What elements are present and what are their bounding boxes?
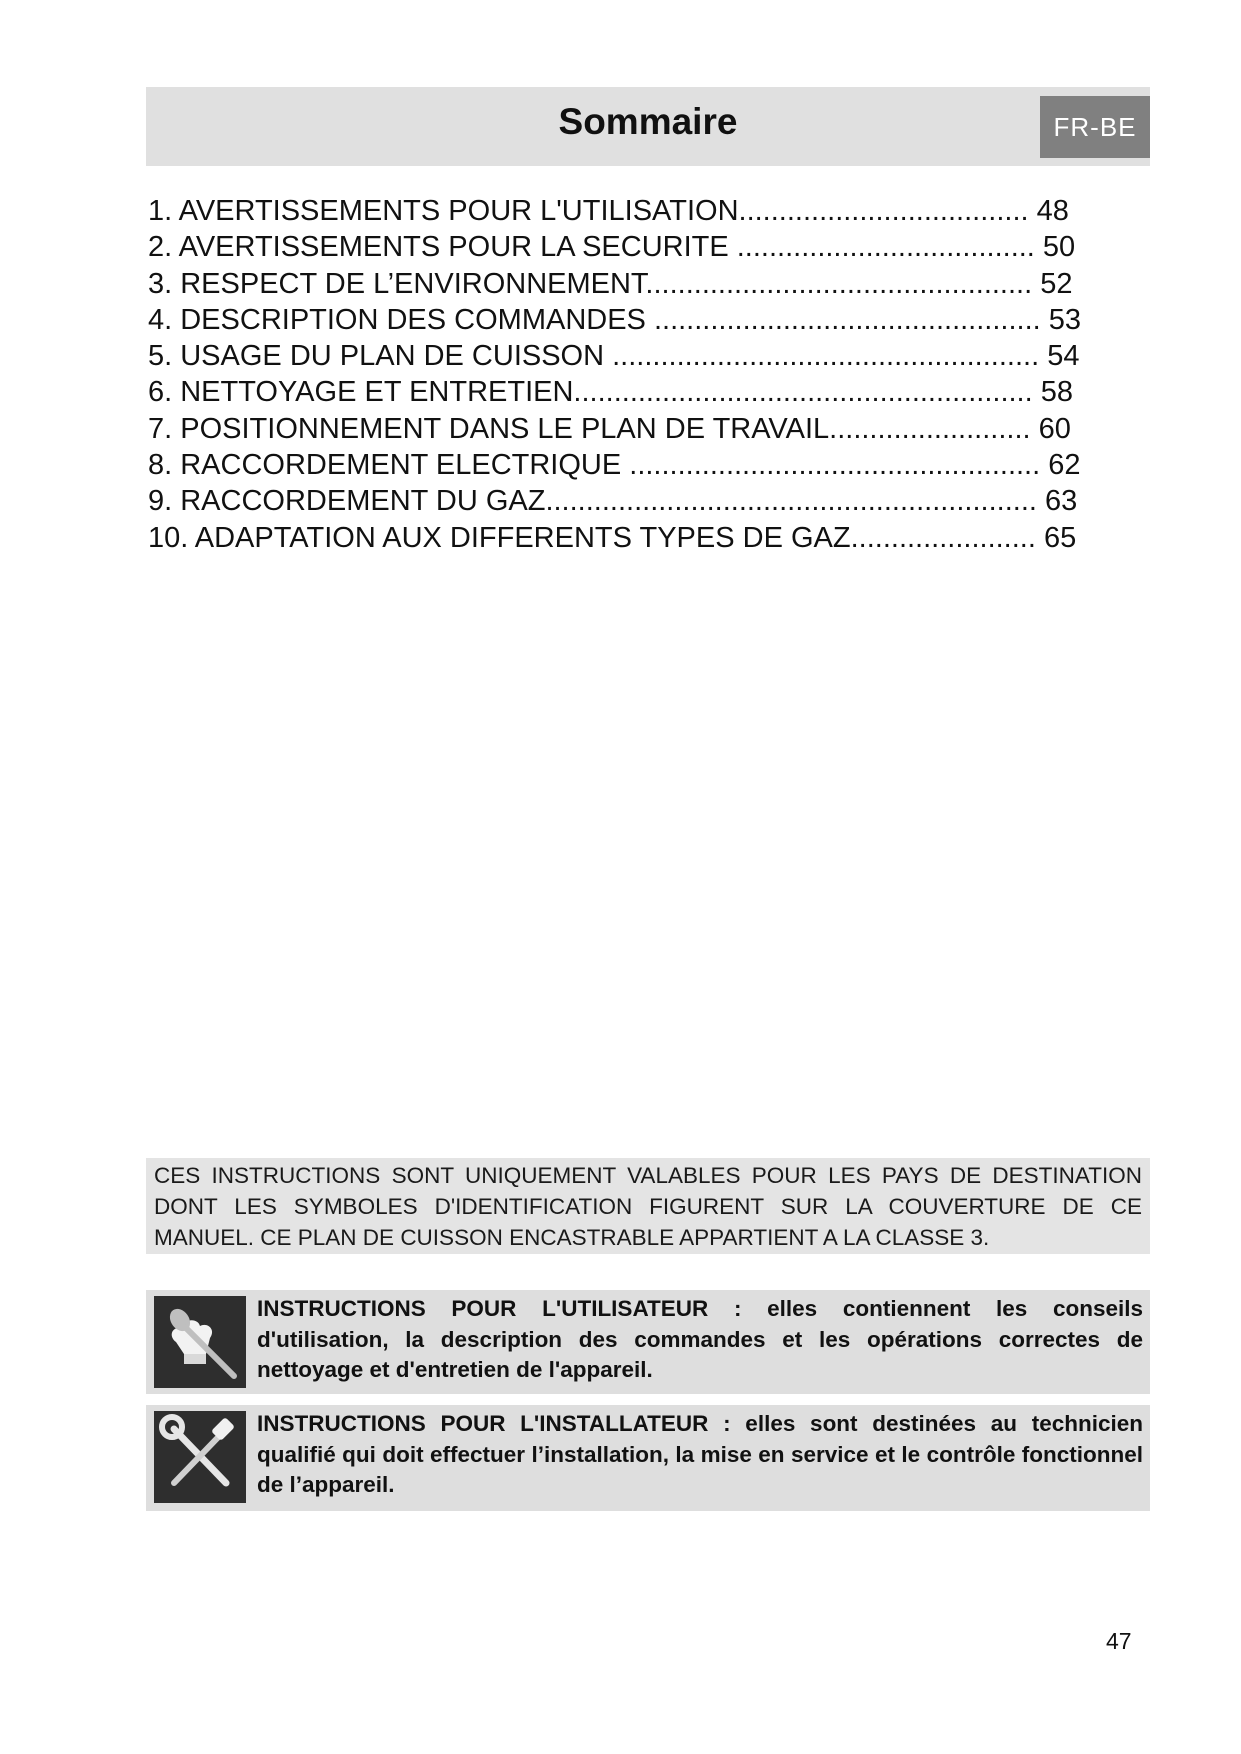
validity-notice <box>146 1158 1150 1254</box>
page-number: 47 <box>1106 1628 1132 1654</box>
toc-entry[interactable]: 3. RESPECT DE L’ENVIRONNEMENT................................................ 52 <box>148 267 1073 300</box>
user-instructions-box <box>146 1290 1150 1394</box>
toc-entry[interactable]: 1. AVERTISSEMENTS POUR L'UTILISATION.................................... 48 <box>148 195 1069 227</box>
table-of-contents <box>148 193 1081 556</box>
chef-hat-spoon-icon <box>154 1296 246 1388</box>
notice-text: CES INSTRUCTIONS SONT UNIQUEMENT VALABLES POUR LES PAYS DE DESTINATION DONT LES SYMBOLES D'IDENTIFICATION FIGURENT SUR LA COUVERTURE DE CE MANUEL. CE PLAN DE CUISSON ENCASTRABLE APPARTIENT A LA CLASSE 3. <box>154 1163 1142 1250</box>
toc-entry[interactable]: 7. POSITIONNEMENT DANS LE PLAN DE TRAVAIL......................... 60 <box>148 412 1071 445</box>
user-instructions-text: INSTRUCTIONS POUR L'UTILISATEUR : elles contiennent les conseils d'utilisation, la description des commandes et les opérations correctes de nettoyage et d'entretien de l'appareil. <box>257 1296 1143 1382</box>
installer-instructions-box <box>146 1405 1150 1511</box>
toc-entry[interactable]: 5. USAGE DU PLAN DE CUISSON ..................................................... 54 <box>148 340 1080 373</box>
installer-instructions-text: INSTRUCTIONS POUR L'INSTALLATEUR : elles sont destinées au technicien qualifié qui doit effectuer l’installation, la mise en service et le contrôle fonctionnel de l’appareil. <box>257 1411 1143 1497</box>
toc-entry[interactable]: 10. ADAPTATION AUX DIFFERENTS TYPES DE GAZ....................... 65 <box>148 521 1077 554</box>
toc-entry[interactable]: 4. DESCRIPTION DES COMMANDES ................................................ 53 <box>148 303 1082 336</box>
page-title: Sommaire <box>558 101 738 142</box>
wrench-screwdriver-icon <box>154 1411 246 1503</box>
header-bar <box>146 87 1150 166</box>
toc-entry[interactable]: 9. RACCORDEMENT DU GAZ............................................................. 63 <box>148 485 1078 518</box>
toc-entry[interactable]: 2. AVERTISSEMENTS POUR LA SECURITE ..................................... 50 <box>148 231 1076 264</box>
language-badge: FR-BE <box>1040 96 1150 158</box>
toc-entry[interactable]: 6. NETTOYAGE ET ENTRETIEN......................................................... 58 <box>148 376 1073 409</box>
toc-entry[interactable]: 8. RACCORDEMENT ELECTRIQUE ................................................... 62 <box>148 449 1081 482</box>
